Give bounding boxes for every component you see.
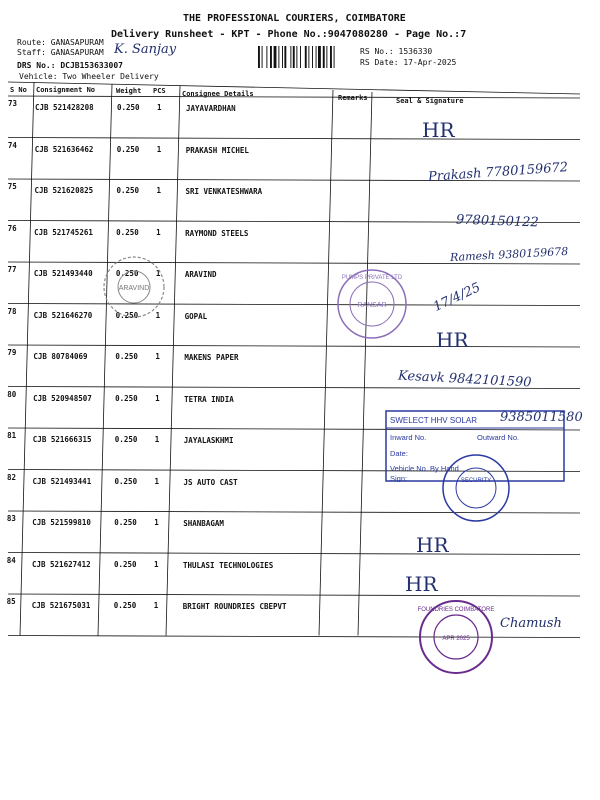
grid-line [8,96,580,98]
row-consignee: RAYMOND STEELS [185,228,249,238]
row-consignment-no: CJB 521599810 [32,518,91,527]
row-consignment-no: CJB 521646270 [33,310,93,320]
row-sno: 81 [7,431,17,440]
signature-85: Chamush [500,616,562,631]
row-pcs: 1 [155,352,160,361]
column-header-sno: S No [10,86,27,94]
grid-line [8,304,580,306]
grid-line [8,138,580,140]
vehicle-label: Vehicle: Two Wheeler Delivery [19,72,159,81]
column-header-pcs: PCS [153,87,166,95]
signature-76: Ramesh 9380159678 [449,244,569,265]
grid-line [8,553,580,555]
signature-80: 9385011580 [500,410,583,425]
row-consignee: SHANBAGAM [183,519,224,528]
security-stamp-text: SECURITY [460,478,492,484]
aravind-stamp-text: ARAVIND [118,285,150,292]
ransar-stamp-text: RANSAR [357,302,387,309]
column-header-consignment: Consignment No [36,86,96,94]
row-sno: 83 [6,514,16,523]
row-sno: 77 [7,265,17,274]
signature-74: Prakash 7780159672 [427,160,569,185]
swelect-vehicle: Vehicle No. By Hand [390,464,459,473]
row-sno: 76 [7,223,17,233]
route-label: Route: GANASAPURAM [17,38,104,47]
row-pcs: 1 [153,559,159,569]
row-weight: 0.250 [114,435,138,444]
row-consignee: GOPAL [184,311,208,321]
row-pcs: 1 [154,435,160,444]
row-weight: 0.250 [113,559,137,569]
row-sno: 75 [7,182,17,191]
row-consignee: THULASI TECHNOLOGIES [182,560,274,570]
row-sno: 74 [7,140,17,150]
company-title: THE PROFESSIONAL COURIERS, COIMBATORE [183,13,406,24]
row-consignment-no: CJB 521627412 [31,559,91,569]
row-consignment-no: CJB 521666315 [32,435,92,444]
row-weight: 0.250 [116,186,140,195]
swelect-inward: Inward No. [390,433,427,442]
row-pcs: 1 [153,601,159,610]
row-consignee: PRAKASH MICHEL [185,145,249,155]
row-consignment-no: CJB 521493440 [33,269,93,278]
row-weight: 0.250 [115,393,138,403]
signature-75: 9780150122 [455,212,539,231]
row-pcs: 1 [154,476,160,486]
foundries-stamp-date: APR 2025 [442,636,470,642]
column-header-remarks: Remarks [338,94,368,102]
swelect-date: Date: [390,449,408,458]
row-weight: 0.250 [113,601,137,610]
foundries-stamp [417,598,495,676]
row-consignment-no: CJB 521675031 [31,601,91,610]
column-header-weight: Weight [116,87,142,95]
row-consignment-no: CJB 521745261 [34,227,93,237]
rs-no: RS No.: 1536330 [360,47,433,56]
row-weight: 0.250 [115,310,139,320]
row-consignment-no: CJB 521620825 [34,186,94,195]
pumps-stamp [334,266,410,342]
row-sno: 85 [6,597,16,606]
row-consignee: MAKENS PAPER [184,353,239,362]
signature-73: HR [422,118,455,142]
grid-line [8,262,580,264]
row-weight: 0.250 [114,518,137,527]
row-consignee: SRI VENKATESHWARA [185,187,263,196]
row-pcs: 1 [156,144,162,154]
row-weight: 0.250 [114,476,138,486]
swelect-outward: Outward No. [477,433,520,442]
signature-78: HR [436,328,469,352]
row-consignee: TETRA INDIA [184,394,234,404]
row-sno: 78 [7,306,17,316]
column-header-seal: Seal & Signature [396,97,464,105]
row-pcs: 1 [156,186,161,195]
signature-84: HR [405,572,438,596]
row-sno: 82 [7,472,17,482]
row-consignment-no: CJB 520948507 [33,393,92,403]
row-consignee: JAYAVARDHAN [186,104,236,113]
signature-77: 17/4/25 [431,280,483,315]
staff-label: Staff: GANASAPURAM [17,48,104,57]
row-consignment-no: CJB 521636462 [34,144,94,154]
row-consignment-no: CJB 80784069 [33,352,88,361]
row-weight: 0.250 [115,352,138,361]
row-sno: 79 [7,348,17,357]
grid-line [8,594,580,596]
foundries-stamp-text: FOUNDRIES COIMBATORE [417,607,495,613]
row-consignee: ARAVIND [184,270,217,279]
runsheet-title: Delivery Runsheet - KPT - Phone No.:9047080280 - Page No.:7 [111,29,467,40]
row-sno: 80 [7,389,17,399]
staff-signature: K. Sanjay [114,42,177,57]
row-pcs: 1 [155,393,160,403]
row-weight: 0.250 [116,144,140,154]
row-consignment-no: CJB 521428208 [35,103,94,112]
row-pcs: 1 [155,310,161,320]
row-pcs: 1 [155,269,161,278]
swelect-title: SWELECT HHV SOLAR [390,416,477,425]
row-sno: 73 [8,99,18,108]
row-consignment-no: CJB 521493441 [32,476,92,486]
row-pcs: 1 [157,103,162,112]
row-weight: 0.250 [117,103,140,112]
signature-79: Kesavk 9842101590 [397,368,532,391]
row-weight: 0.250 [116,227,139,237]
row-sno: 84 [6,555,16,565]
security-stamp [440,452,512,524]
rs-date: RS Date: 17-Apr-2025 [360,58,457,67]
drs-label: DRS No.: DCJB153633007 [17,61,123,70]
signature-83: HR [416,533,449,557]
row-pcs: 1 [156,227,161,237]
pumps-stamp-text: PUMPS PRIVATE LTD [341,275,403,281]
swelect-sign: Sign: [390,474,408,482]
aravind-stamp [101,254,167,320]
row-consignee: JAYALASKHMI [183,436,234,445]
row-pcs: 1 [154,518,159,527]
column-header-consignee: Consignee Details [182,90,254,98]
row-consignee: BRIGHT ROUNDRIES CBEPVT [182,602,287,611]
row-weight: 0.250 [115,269,139,278]
row-consignee: JS AUTO CAST [183,477,238,487]
grid-line [8,345,580,347]
